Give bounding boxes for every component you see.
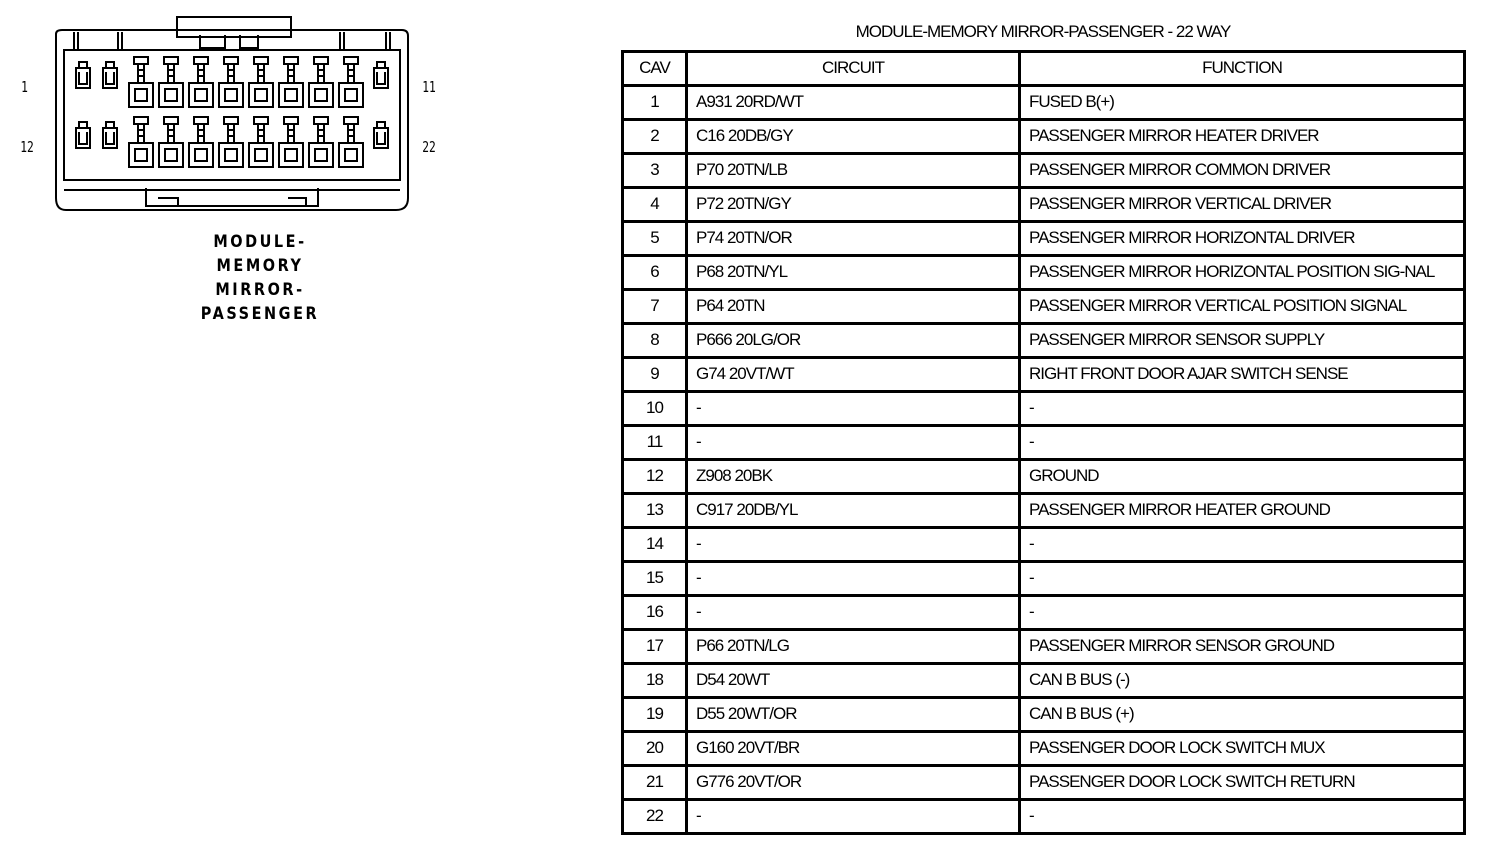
terminal-cavity-inner	[225, 89, 237, 101]
connector-name-line: PASSENGER	[200, 304, 320, 324]
terminal-cavity	[309, 83, 333, 107]
terminal-cavity-inner	[315, 149, 327, 161]
cav-cell: 3	[623, 154, 687, 188]
terminal-cavity-inner	[225, 149, 237, 161]
cav-cell: 11	[623, 426, 687, 460]
header-function: FUNCTION	[1020, 52, 1465, 86]
cav-cell: 1	[623, 86, 687, 120]
cav-cell: 5	[623, 222, 687, 256]
function-cell: PASSENGER DOOR LOCK SWITCH MUX	[1020, 732, 1465, 766]
pin-label-22: 22	[422, 138, 436, 156]
table-row	[623, 154, 1465, 188]
cav-cell: 6	[623, 256, 687, 290]
circuit-cell: -	[687, 392, 1020, 426]
function-cell: -	[1020, 392, 1465, 426]
function-cell: GROUND	[1020, 460, 1465, 494]
connector-name-line: MODULE-	[213, 232, 307, 252]
table-row	[623, 426, 1465, 460]
terminal-stem	[314, 117, 328, 143]
terminal-stem	[134, 57, 148, 83]
table-row	[623, 460, 1465, 494]
table-row	[623, 596, 1465, 630]
terminal-cavity	[249, 143, 273, 167]
terminal-stem	[134, 117, 148, 143]
circuit-cell: P74 20TN/OR	[687, 222, 1020, 256]
cav-cell: 2	[623, 120, 687, 154]
cav-cell: 15	[623, 562, 687, 596]
header-cav: CAV	[623, 52, 687, 86]
cav-cell: 9	[623, 358, 687, 392]
table-row	[623, 494, 1465, 528]
cav-cell: 12	[623, 460, 687, 494]
terminal-cavity	[129, 143, 153, 167]
circuit-cell: -	[687, 800, 1020, 834]
circuit-cell: P66 20TN/LG	[687, 630, 1020, 664]
circuit-cell: G160 20VT/BR	[687, 732, 1020, 766]
pin-label-12: 12	[20, 138, 34, 156]
table-row	[623, 120, 1465, 154]
terminal-cavity	[159, 143, 183, 167]
cav-cell: 21	[623, 766, 687, 800]
terminal-stem	[224, 117, 238, 143]
circuit-cell: P68 20TN/YL	[687, 256, 1020, 290]
terminal-stem	[164, 117, 178, 143]
function-cell: -	[1020, 528, 1465, 562]
cav-cell: 17	[623, 630, 687, 664]
header-circuit: CIRCUIT	[687, 52, 1020, 86]
terminal-cavity	[189, 143, 213, 167]
circuit-cell: Z908 20BK	[687, 460, 1020, 494]
pin-label-11: 11	[422, 78, 436, 96]
circuit-cell: D55 20WT/OR	[687, 698, 1020, 732]
cav-cell: 13	[623, 494, 687, 528]
function-cell: PASSENGER DOOR LOCK SWITCH RETURN	[1020, 766, 1465, 800]
connector-diagram	[0, 10, 460, 220]
terminal-stem	[194, 57, 208, 83]
table-row	[623, 188, 1465, 222]
terminal-cavity	[219, 143, 243, 167]
table-row	[623, 256, 1465, 290]
circuit-cell: P666 20LG/OR	[687, 324, 1020, 358]
table-header-row	[623, 52, 1465, 86]
circuit-cell: D54 20WT	[687, 664, 1020, 698]
function-cell: PASSENGER MIRROR HORIZONTAL POSITION SIG-NAL	[1020, 256, 1465, 290]
circuit-cell: G74 20VT/WT	[687, 358, 1020, 392]
function-cell: CAN B BUS (+)	[1020, 698, 1465, 732]
cav-cell: 4	[623, 188, 687, 222]
table-row	[623, 324, 1465, 358]
terminal-cavity-inner	[315, 89, 327, 101]
table-row	[623, 392, 1465, 426]
table-row	[623, 358, 1465, 392]
latch-cavity	[103, 122, 117, 148]
table-row	[623, 290, 1465, 324]
terminal-cavity	[249, 83, 273, 107]
terminal-cavity-inner	[195, 149, 207, 161]
latch-cavity	[103, 62, 117, 88]
circuit-cell: -	[687, 596, 1020, 630]
function-cell: PASSENGER MIRROR COMMON DRIVER	[1020, 154, 1465, 188]
terminal-cavity	[189, 83, 213, 107]
latch-cavity	[374, 122, 388, 148]
function-cell: PASSENGER MIRROR SENSOR SUPPLY	[1020, 324, 1465, 358]
table-row	[623, 86, 1465, 120]
cav-cell: 20	[623, 732, 687, 766]
function-cell: -	[1020, 426, 1465, 460]
table-row	[623, 664, 1465, 698]
function-cell: PASSENGER MIRROR HEATER GROUND	[1020, 494, 1465, 528]
terminal-stem	[254, 117, 268, 143]
terminal-cavity	[339, 83, 363, 107]
circuit-cell: -	[687, 426, 1020, 460]
terminal-cavity-inner	[165, 89, 177, 101]
terminal-stem	[284, 117, 298, 143]
terminal-cavity-inner	[285, 149, 297, 161]
terminal-cavity	[279, 143, 303, 167]
terminal-cavity	[339, 143, 363, 167]
cav-cell: 18	[623, 664, 687, 698]
function-cell: PASSENGER MIRROR HORIZONTAL DRIVER	[1020, 222, 1465, 256]
cav-cell: 22	[623, 800, 687, 834]
terminal-stem	[314, 57, 328, 83]
cav-cell: 19	[623, 698, 687, 732]
latch-cavity	[76, 122, 90, 148]
circuit-cell: G776 20VT/OR	[687, 766, 1020, 800]
terminal-stem	[164, 57, 178, 83]
table-row	[623, 698, 1465, 732]
table-row	[623, 800, 1465, 834]
terminal-cavity	[279, 83, 303, 107]
terminal-stem	[194, 117, 208, 143]
terminal-cavity	[129, 83, 153, 107]
terminal-cavity-inner	[345, 149, 357, 161]
function-cell: FUSED B(+)	[1020, 86, 1465, 120]
circuit-cell: P70 20TN/LB	[687, 154, 1020, 188]
table-row	[623, 562, 1465, 596]
connector-name-line: MIRROR-	[215, 280, 305, 300]
terminal-cavity	[219, 83, 243, 107]
circuit-cell: P64 20TN	[687, 290, 1020, 324]
pin-label-1: 1	[21, 78, 28, 96]
terminal-cavity	[309, 143, 333, 167]
terminal-cavity-inner	[195, 89, 207, 101]
connector-name	[167, 230, 354, 326]
function-cell: -	[1020, 800, 1465, 834]
function-cell: PASSENGER MIRROR VERTICAL DRIVER	[1020, 188, 1465, 222]
terminal-stem	[344, 117, 358, 143]
table-row	[623, 630, 1465, 664]
function-cell: PASSENGER MIRROR VERTICAL POSITION SIGNAL	[1020, 290, 1465, 324]
terminal-cavity-inner	[285, 89, 297, 101]
terminal-stem	[284, 57, 298, 83]
terminal-cavity-inner	[255, 89, 267, 101]
table-row	[623, 766, 1465, 800]
table-row	[623, 732, 1465, 766]
pin-cavities	[76, 57, 388, 167]
terminal-stem	[224, 57, 238, 83]
cav-cell: 8	[623, 324, 687, 358]
function-cell: -	[1020, 596, 1465, 630]
circuit-cell: C16 20DB/GY	[687, 120, 1020, 154]
circuit-cell: C917 20DB/YL	[687, 494, 1020, 528]
terminal-stem	[254, 57, 268, 83]
function-cell: PASSENGER MIRROR SENSOR GROUND	[1020, 630, 1465, 664]
terminal-cavity-inner	[165, 149, 177, 161]
terminal-cavity-inner	[135, 149, 147, 161]
table-title: MODULE-MEMORY MIRROR-PASSENGER - 22 WAY	[855, 22, 1231, 41]
cav-cell: 14	[623, 528, 687, 562]
latch-cavity	[374, 62, 388, 88]
table-row	[623, 222, 1465, 256]
circuit-cell: -	[687, 528, 1020, 562]
cav-cell: 7	[623, 290, 687, 324]
table-row	[623, 528, 1465, 562]
circuit-cell: P72 20TN/GY	[687, 188, 1020, 222]
circuit-cell: -	[687, 562, 1020, 596]
pinout-table	[621, 50, 1466, 835]
latch-cavity	[76, 62, 90, 88]
terminal-cavity-inner	[135, 89, 147, 101]
function-cell: PASSENGER MIRROR HEATER DRIVER	[1020, 120, 1465, 154]
cav-cell: 16	[623, 596, 687, 630]
terminal-stem	[344, 57, 358, 83]
function-cell: CAN B BUS (-)	[1020, 664, 1465, 698]
terminal-cavity-inner	[345, 89, 357, 101]
circuit-cell: A931 20RD/WT	[687, 86, 1020, 120]
connector-name-line: MEMORY	[216, 256, 304, 276]
terminal-cavity-inner	[255, 149, 267, 161]
cav-cell: 10	[623, 392, 687, 426]
function-cell: -	[1020, 562, 1465, 596]
terminal-cavity	[159, 83, 183, 107]
function-cell: RIGHT FRONT DOOR AJAR SWITCH SENSE	[1020, 358, 1465, 392]
